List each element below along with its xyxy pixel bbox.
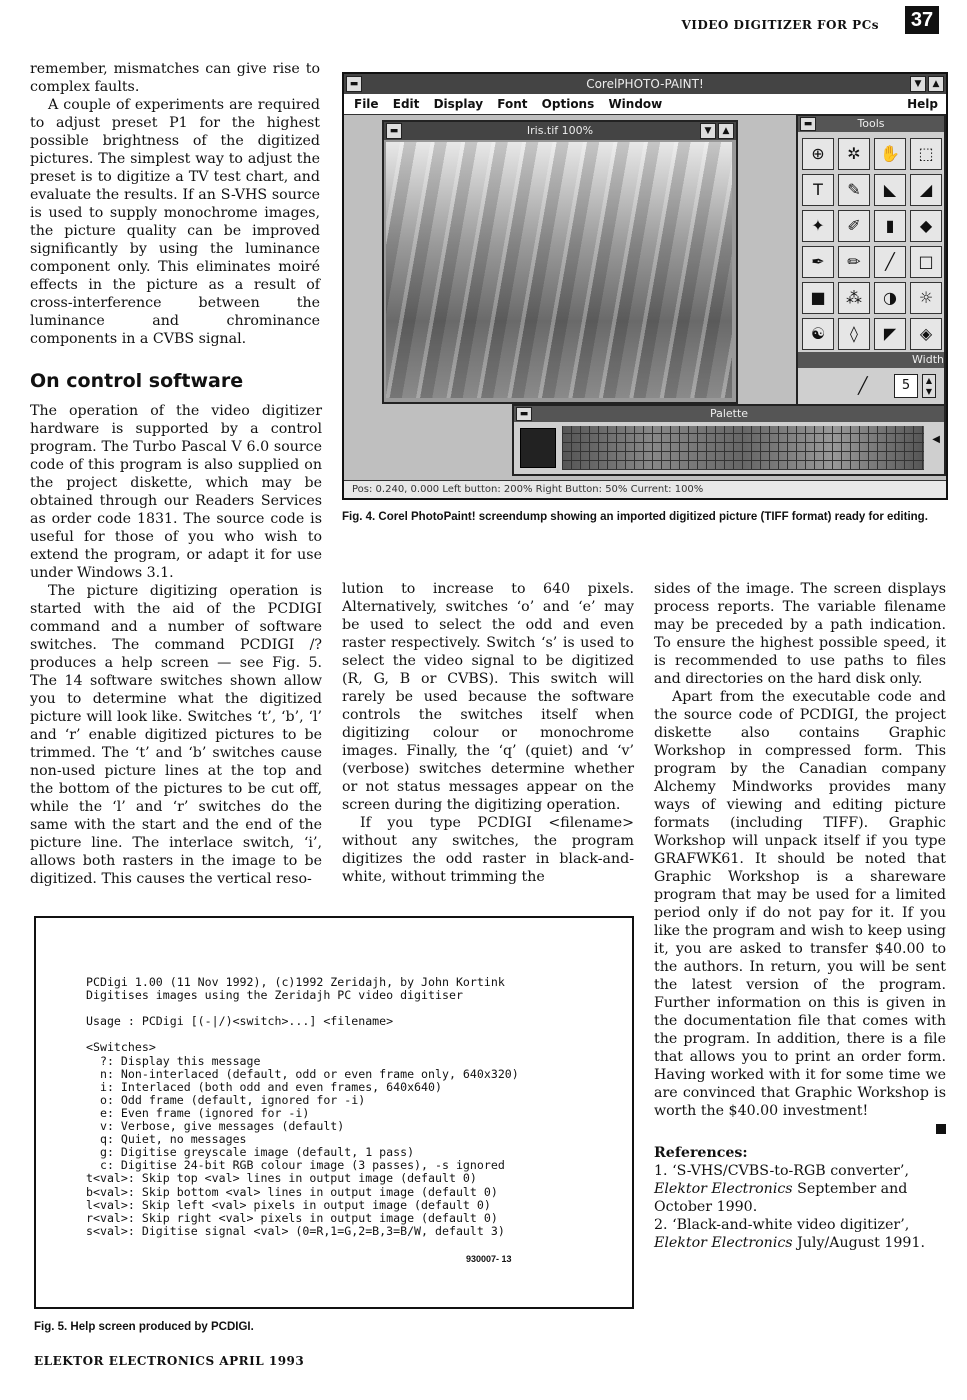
help-line: PCDigi 1.00 (11 Nov 1992), (c)1992 Zeridajh, by John Kortink <box>86 975 505 989</box>
curve-icon: ◤ <box>874 318 906 350</box>
app-title: CorelPHOTO-PAINT! <box>586 77 704 91</box>
paragraph: The picture digitizing operation is started with the aid of the PCDIGI command and a number of software switches. The command PCDIGI /? produces a help screen — see Fig. 5. The 14 software switches shown allow you to determine what the digitized picture will look like. Switches ‘t’, ‘b’, ‘l’ and ‘r’ enable digitized pictures to be trimmed. The ‘t’ and ‘b’ switches cause non-used picture lines at the top and the bottom of the pictures to be cut off, while the ‘l’ and ‘r’ switches do the same with the start and the end of the picture line. The interlace switch, ‘i’, allows both rasters in the image to be digitized. This causes the vertical reso- <box>30 583 322 887</box>
circle-icon: ◑ <box>874 282 906 314</box>
help-line: Digitises images using the Zeridajh PC video digitiser <box>86 988 463 1003</box>
sun-icon: ☼ <box>910 282 942 314</box>
menu-help: Help <box>907 97 938 111</box>
column-1-bottom <box>30 402 322 888</box>
reference-item <box>654 1162 946 1216</box>
help-line: i: Interlaced (both odd and even frames, 640x640) <box>86 1079 442 1094</box>
paragraph: A couple of experiments are required to adjust preset P1 for the highest possible brightness of the digitized pictures. The simplest way to adjust the preset is to digitize a TV test chart, and evaluate the results. If an S-VHS source is used to supply monochrome images, the picture quality can be improved significantly by using the luminance component only. This eliminates moiré effects in the picture as a result of cross-interference between the luminance and chrominance components in a CVBS signal. <box>30 97 320 347</box>
image-title: Iris.tif 100% <box>526 124 594 137</box>
menu-edit: Edit <box>392 97 420 111</box>
help-line: <Switches> <box>86 1040 156 1055</box>
ref-journal: Elektor Electronics <box>654 1235 793 1251</box>
ref-journal: Elektor Electronics <box>654 1181 793 1197</box>
text-icon: T <box>802 174 834 206</box>
pencil-icon: ✏ <box>838 246 870 278</box>
palette-scroll-icon: ◀ <box>932 434 940 445</box>
width-title: Width <box>912 353 944 366</box>
end-square-icon <box>936 1124 946 1134</box>
bucket-icon: ▮ <box>874 210 906 242</box>
line-width-icon: ╱ <box>858 376 868 395</box>
stamp-icon: ◈ <box>910 318 942 350</box>
ref-number: 2. <box>654 1217 668 1233</box>
fig4-caption: Fig. 4. Corel PhotoPaint! screendump showing an imported digitized picture (TIFF format) ready for editing. <box>342 511 928 523</box>
reference-item <box>654 1216 946 1252</box>
help-line: Usage : PCDigi [(-|/)<switch>...] <filename> <box>86 1014 394 1029</box>
menu-display: Display <box>433 97 484 111</box>
help-line: r<val>: Skip right <val> pixels in output image (default 0) <box>86 1210 498 1225</box>
app-titlebar <box>344 74 946 94</box>
tools-panel <box>796 114 946 408</box>
rectangle-icon: □ <box>910 246 942 278</box>
running-header: VIDEO DIGITIZER FOR PCs <box>681 18 879 32</box>
width-spinner-icon: ▲ ▼ <box>922 374 936 398</box>
photopaint-screenshot <box>342 72 948 500</box>
help-line: o: Odd frame (default, ignored for -i) <box>86 1092 366 1107</box>
marquee-icon: ⬚ <box>910 138 942 170</box>
column-3 <box>654 580 946 1252</box>
line-icon: ╱ <box>874 246 906 278</box>
figure-code: 930007- 13 <box>466 1254 512 1264</box>
current-color-swatch <box>520 428 556 468</box>
ref-number: 1. <box>654 1163 668 1179</box>
maximize-icon: ▲ <box>718 123 734 139</box>
drop-icon: ◊ <box>838 318 870 350</box>
palette-title: Palette <box>709 407 749 420</box>
paragraph: Apart from the executable code and the source code of PCDIGI, the project diskette also contains Graphic Workshop in compressed form. This program by the Canadian company Alchemy Mindworks provides many ways of viewing and editing picture formats (including TIFF). Graphic Workshop will unpack itself if you type GRAFWK61. It should be noted that Graphic Workshop is a shareware program that may be used for a limited period only if do not pay for it. If you like the program and wish to keep using it, you are asked to transfer $40.00 to the authors. In return, you will be sent the latest version of the program. Further information on this is given in the documentation file that comes with the program. In addition, there is a file that allows you to print an order form. Having worked with it for some time we are convinced that Graphic Workshop is worth the $40.00 investment! <box>654 689 946 1119</box>
paragraph: lution to increase to 640 pixels. Alternatively, switches ‘o’ and ‘e’ may be used to select the odd and even raster respectively. Switch ‘s’ is used to select the video signal to be digitized (R, G, B or CVBS). This switch will rarely be used because the software controls the switches itself when digitizing colour or monochrome images. Finally, the ‘q’ (quiet) and ‘v’ (verbose) switches determine whether or not status messages appear on the screen during the digitizing operation. <box>342 581 634 813</box>
tools-titlebar <box>798 116 944 132</box>
eyedropper-icon: ✎ <box>838 174 870 206</box>
paragraph: sides of the image. The screen displays process reports. The variable filename may be preceded by a path indication. To ensure the highest possible speed, it is recommended to use paths to files and directories on the hard disk only. <box>654 581 946 687</box>
references-heading: References: <box>654 1145 748 1161</box>
paragraph: remember, mismatches can give rise to complex faults. <box>30 61 320 95</box>
paragraph: If you type PCDIGI <filename> without any switches, the program digitizes the odd raster in black-and-white, without trimming the <box>342 815 634 885</box>
width-value: 5 <box>894 374 918 398</box>
hand-icon: ✋ <box>874 138 906 170</box>
tool-grid <box>802 138 942 350</box>
image-titlebar <box>384 122 736 140</box>
help-screen-text <box>86 976 519 1238</box>
fill-rect-icon: ■ <box>802 282 834 314</box>
width-titlebar <box>798 352 944 368</box>
references <box>654 1144 946 1252</box>
airbrush-icon: ✒ <box>802 246 834 278</box>
fig5-caption: Fig. 5. Help screen produced by PCDIGI. <box>34 1321 254 1333</box>
help-line: t<val>: Skip top <val> lines in output image (default 0) <box>86 1171 477 1186</box>
ref-date: September and October 1990. <box>654 1181 908 1215</box>
system-menu-icon: ▬ <box>800 117 816 131</box>
help-line: g: Digitise greyscale image (default, 1 pass) <box>86 1145 415 1160</box>
minimize-icon: ▼ <box>700 123 716 139</box>
help-line: l<val>: Skip left <val> pixels in output image (default 0) <box>86 1197 491 1212</box>
palette-panel <box>512 404 946 476</box>
page-number: 37 <box>905 6 939 34</box>
help-screen-box <box>34 916 634 1309</box>
menu-file: File <box>354 97 379 111</box>
minimize-icon: ▼ <box>910 76 926 92</box>
system-menu-icon: ▬ <box>516 407 532 421</box>
system-menu-icon: ▬ <box>346 76 362 92</box>
footer: ELEKTOR ELECTRONICS APRIL 1993 <box>34 1354 305 1368</box>
iris-photo <box>386 142 732 398</box>
tools-title: Tools <box>857 117 885 130</box>
palette-titlebar <box>514 406 944 422</box>
spray-icon: ✦ <box>802 210 834 242</box>
maximize-icon: ▲ <box>928 76 944 92</box>
blend-icon: ☯ <box>802 318 834 350</box>
paint-roller-icon: ◣ <box>874 174 906 206</box>
help-line: e: Even frame (ignored for -i) <box>86 1105 310 1120</box>
locator-icon: ✲ <box>838 138 870 170</box>
zoom-icon: ⊕ <box>802 138 834 170</box>
help-line: b<val>: Skip bottom <val> lines in output image (default 0) <box>86 1184 498 1199</box>
smear-icon: ◆ <box>910 210 942 242</box>
ref-title: ‘S-VHS/CVBS-to-RGB converter’, <box>672 1163 909 1179</box>
image-window <box>382 120 738 404</box>
statusbar: Pos: 0.240, 0.000 Left button: 200% Right Button: 50% Current: 100% <box>344 480 946 498</box>
column-2 <box>342 580 634 886</box>
menu-font: Font <box>497 97 528 111</box>
help-line: s<val>: Digitise signal <val> (0=R,1=G,2=B,3=B/W, default 3) <box>86 1223 505 1238</box>
clone-icon: ⁂ <box>838 282 870 314</box>
palette-swatches <box>562 426 924 470</box>
eraser-icon: ◢ <box>910 174 942 206</box>
menu-options: Options <box>541 97 595 111</box>
end-mark <box>654 1120 946 1134</box>
column-1-top <box>30 60 320 348</box>
ref-date: July/August 1991. <box>797 1235 925 1251</box>
menubar <box>344 94 946 115</box>
help-line: q: Quiet, no messages <box>86 1132 247 1147</box>
brush-icon: ✐ <box>838 210 870 242</box>
ref-title: ‘Black-and-white video digitizer’, <box>672 1217 910 1233</box>
help-line: ?: Display this message <box>86 1053 261 1068</box>
section-heading: On control software <box>30 370 244 392</box>
paragraph: The operation of the video digitizer hardware is supported by a control program. The Turbo Pascal V 6.0 source code of this program is also supplied on the project diskette, which may be obtained through our Readers Services as order code 1831. The source code is useful for those of you who wish to extend the program, or adapt it for use under Windows 3.1. <box>30 403 322 581</box>
help-line: n: Non-interlaced (default, odd or even frame only, 640x320) <box>86 1066 519 1081</box>
menu-window: Window <box>608 97 663 111</box>
help-line: c: Digitise 24-bit RGB colour image (3 passes), -s ignored <box>86 1158 505 1173</box>
help-line: v: Verbose, give messages (default) <box>86 1119 345 1134</box>
system-menu-icon: ▬ <box>386 123 402 139</box>
